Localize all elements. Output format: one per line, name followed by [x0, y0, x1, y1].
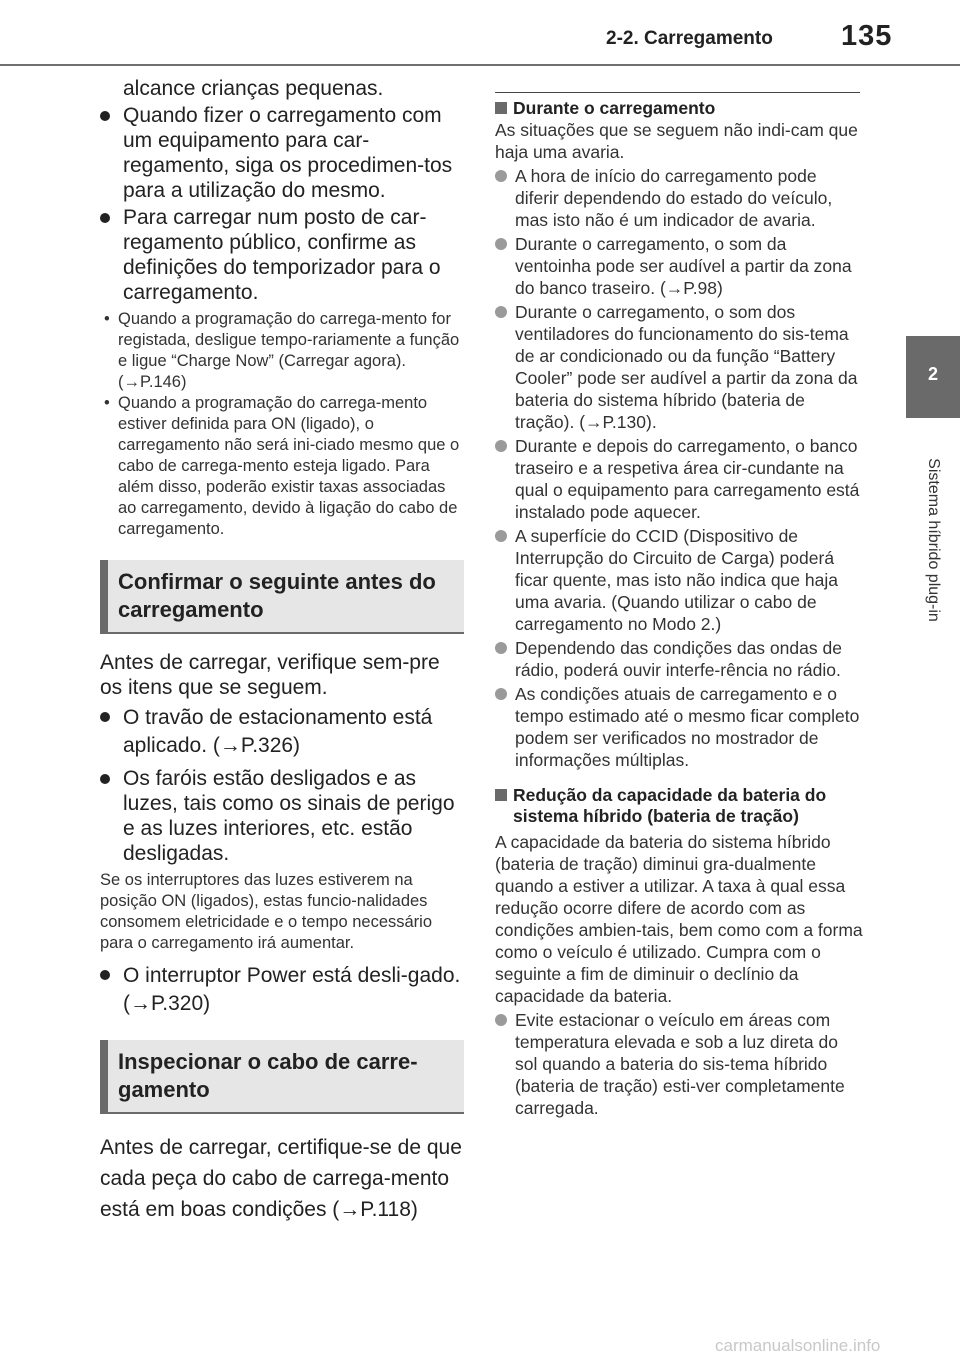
list-item: A hora de início do carregamento pode diferir dependendo do estado do veículo, mas isto não é um indicador de avaria.	[495, 165, 865, 231]
circle-bullet-icon	[495, 306, 507, 318]
section-note: Se os interruptores das luzes estiverem na posição ON (ligados), estas funcio-nalidades consomem eletricidade e o tempo necessário para o carregamento irá aumentar.	[100, 871, 433, 952]
section-heading-confirm: Confirmar o seguinte antes do carregamento	[100, 560, 464, 634]
square-bullet-icon	[495, 102, 507, 114]
subheading-during-charging: Durante o carregamento	[495, 98, 865, 119]
bullet-dot-icon	[100, 111, 110, 121]
bullet-dot-icon	[100, 774, 110, 784]
circle-bullet-icon	[495, 642, 507, 654]
bullet-dot-icon	[100, 712, 110, 722]
list-item: Durante o carregamento, o som dos ventiladores do funcionamento do sis-tema de ar condicionado ou da função “Battery Cooler” pode ser audível a partir da zona da bateria do sistema híbrido (bateria de tração). (→P.130).	[495, 301, 865, 433]
left-column	[100, 76, 464, 1225]
section-heading-inspect: Inspecionar o cabo de carre-gamento	[100, 1040, 464, 1114]
note-item: • Quando a programação do carrega-mento for registada, desligue tempo-rariamente a função e ligue “Charge Now” (Carregar agora). (→P.146)	[104, 310, 460, 391]
list-item: O interruptor Power está desli-gado. (→P.320)	[100, 962, 464, 1018]
chapter-tab	[906, 336, 960, 418]
page-number: 135	[841, 20, 893, 52]
subheading-capacity-reduction: Redução da capacidade da bateria do sistema híbrido (bateria de tração)	[495, 785, 865, 827]
circle-bullet-icon	[495, 170, 507, 182]
list-item: As condições atuais de carregamento e o tempo estimado até o mesmo ficar completo podem ser verificados no mostrador de informações múltiplas.	[495, 683, 865, 771]
small-bullet-icon: •	[104, 394, 110, 412]
chapter-tab-label: Sistema híbrido plug-in	[925, 458, 942, 622]
note-item: • Quando a programação do carrega-mento estiver definida para ON (ligado), o carregamento não será ini-ciado mesmo que o cabo de carrega-mento esteja ligado. Para além disso, poderão existir taxas associadas ao carregamento, devido à ligação do cabo de carregamento.	[104, 394, 460, 538]
circle-bullet-icon	[495, 530, 507, 542]
list-item: O travão de estacionamento está aplicado. (→P.326)	[100, 704, 464, 760]
list-item: Durante e depois do carregamento, o banco traseiro e a respetiva área cir-cundante na qual o equipamento para carregamento está instalado pode aquecer.	[495, 435, 865, 523]
small-bullet-icon: •	[104, 310, 110, 328]
list-item: A superfície do CCID (Dispositivo de Interrupção do Circuito de Carga) poderá ficar quente, mas isto não indica que haja uma avaria. (Quando utilizar o cabo de carregamento no Modo 2.)	[495, 525, 865, 635]
circle-bullet-icon	[495, 688, 507, 700]
chapter-tab-number: 2	[927, 364, 938, 384]
right-column	[495, 92, 865, 1119]
list-item: Os faróis estão desligados e as luzes, tais como os sinais de perigo e as luzes interiores, etc. estão desligadas.	[100, 766, 464, 866]
list-item: Durante o carregamento, o som da ventoinha pode ser audível a partir da zona do banco traseiro. (→P.98)	[495, 233, 865, 299]
circle-bullet-icon	[495, 1014, 507, 1026]
list-item: Quando fizer o carregamento com um equipamento para car-regamento, siga os procedimen-tos para a utilização do mesmo.	[100, 103, 464, 203]
circle-bullet-icon	[495, 238, 507, 250]
header-divider	[0, 64, 960, 66]
section-body: Antes de carregar, certifique-se de que cada peça do cabo de carrega-mento está em boas condições (→P.118)	[100, 1136, 462, 1221]
subheading-body: A capacidade da bateria do sistema híbrido (bateria de tração) diminui gra-dualmente quando a estiver a utilizar. A taxa à qual essa redução ocorre difere de acordo com as condições ambien-tais, bem como com a forma como o veículo é utilizado. Cumpra com o seguinte a fim de diminuir o declínio da capacidade da bateria.	[495, 832, 863, 1006]
running-header-title: 2-2. Carregamento	[606, 28, 773, 49]
subheading-intro: As situações que se seguem não indi-cam que haja uma avaria.	[495, 120, 858, 162]
intro-continuation: alcance crianças pequenas.	[123, 77, 384, 100]
list-item: Dependendo das condições das ondas de rádio, poderá ouvir interfe-rência no rádio.	[495, 637, 865, 681]
bullet-dot-icon	[100, 970, 110, 980]
watermark: carmanualsonline.info	[715, 1336, 881, 1355]
list-item: Evite estacionar o veículo em áreas com temperatura elevada e sob a luz direta do sol quando a bateria do sis-tema híbrido (bateria de tração) esti-ver completamente carregada.	[495, 1009, 865, 1119]
square-bullet-icon	[495, 789, 507, 801]
section-intro: Antes de carregar, verifique sem-pre os itens que se seguem.	[100, 651, 440, 699]
circle-bullet-icon	[495, 440, 507, 452]
list-item: Para carregar num posto de car-regamento público, confirme as definições do temporizador para o carregamento.	[100, 205, 464, 305]
bullet-dot-icon	[100, 213, 110, 223]
